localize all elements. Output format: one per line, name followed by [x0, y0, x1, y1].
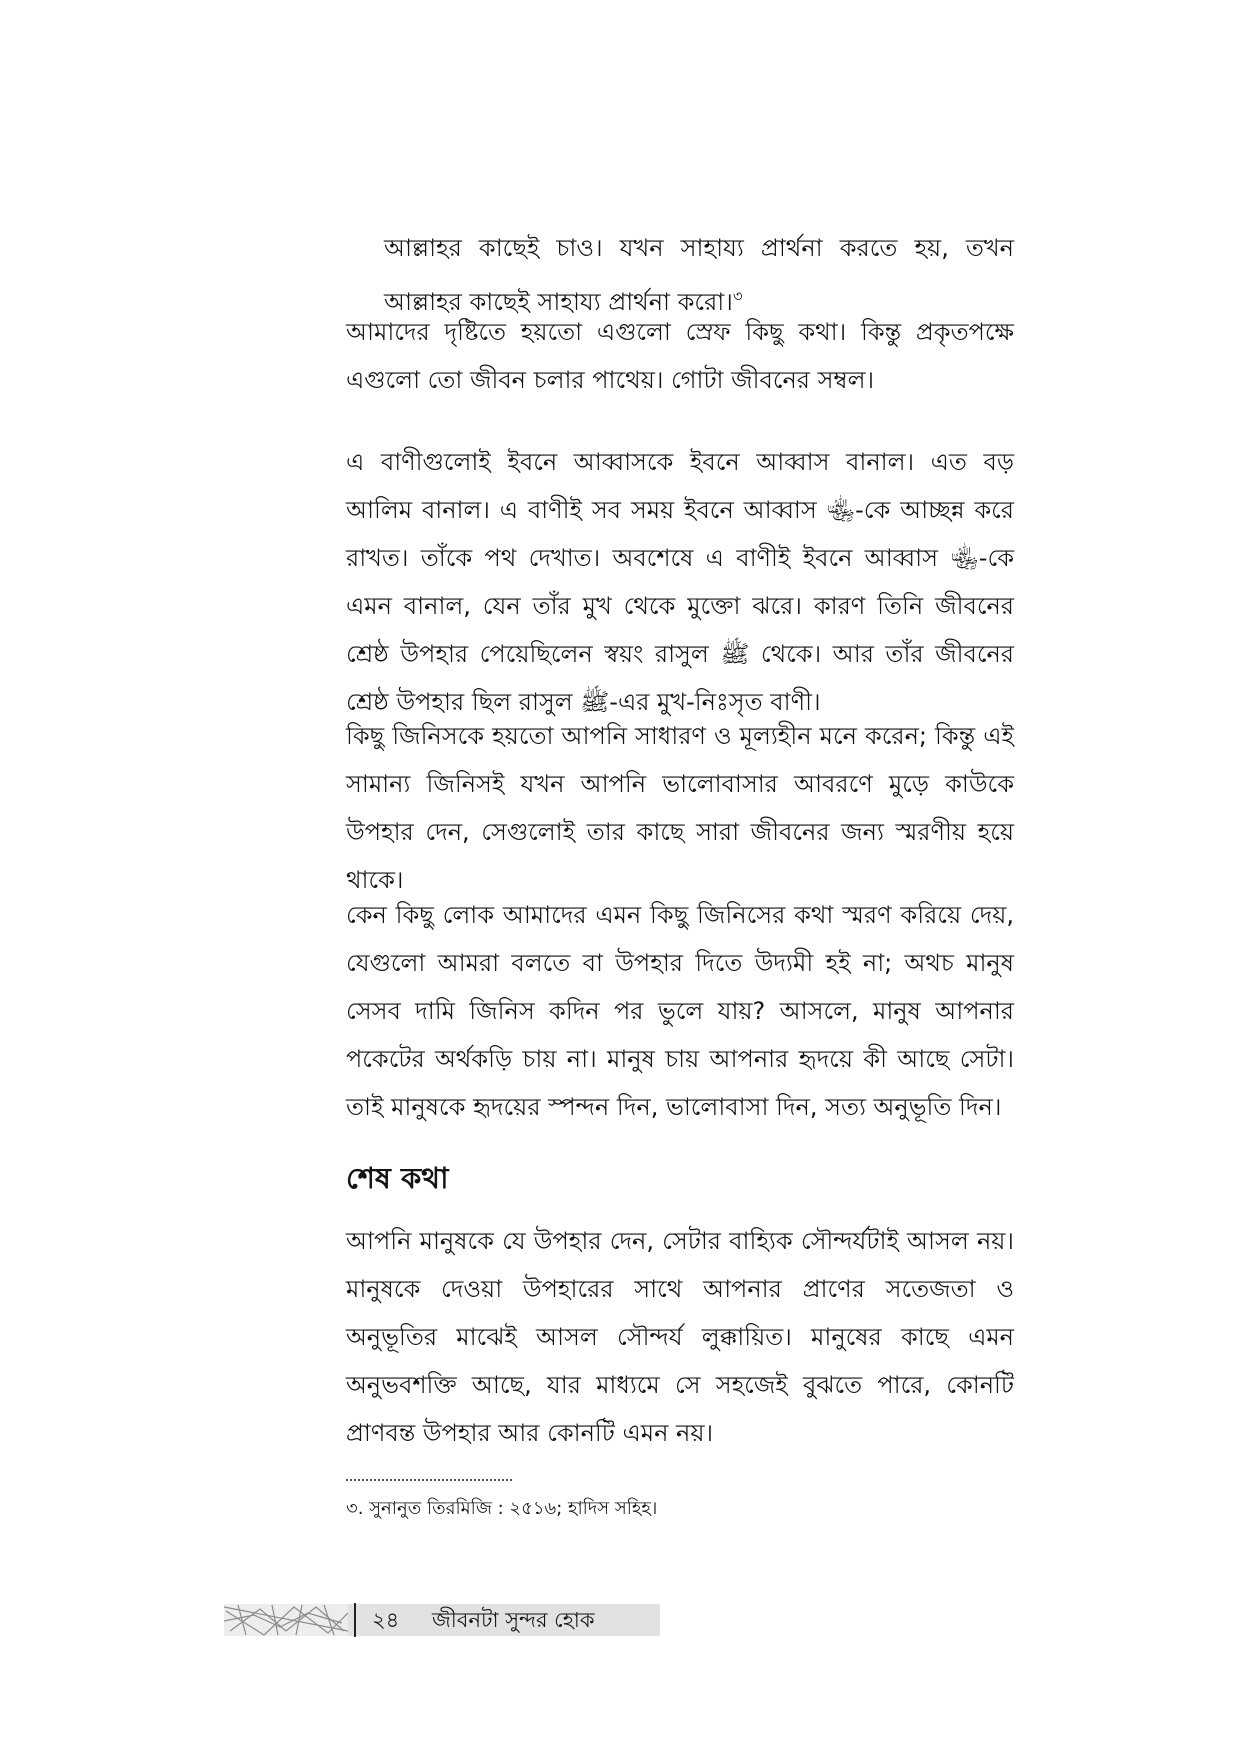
- paragraph-3: কিছু জিনিসকে হয়তো আপনি সাধারণ ও মূল্যহীন মনে করেন; কিন্তু এই সামান্য জিনিসই যখন আপনি ভালোবাসার আবরণে মুড়ে কাউকে উপহার দেন, সেগুলোই তার কাছে সারা জীবনের জন্য স্মরণীয় হয়ে থাকে।: [346, 722, 1014, 894]
- page-number: ২৪: [372, 1608, 400, 1632]
- section-paragraph: আপনি মানুষকে যে উপহার দেন, সেটার বাহ্যিক সৌন্দর্যটাই আসল নয়। মানুষকে দেওয়া উপহারের সাথে আপনার প্রাণের সতেজতা ও অনুভূতির মাঝেই আসল সৌন্দর্য লুক্কায়িত। মানুষের কাছে এমন অনুভবশক্তি আছে, যার মাধ্যমে সে সহজেই বুঝতে পারে, কোনটি প্রাণবন্ত উপহার আর কোনটি এমন নয়।: [346, 1227, 1014, 1447]
- section-heading: শেষ কথা: [346, 1161, 449, 1195]
- page-footer: [224, 1601, 660, 1637]
- footnote-text: ৩. সুনানুত তিরমিজি : ২৫১৬; হাদিস সহিহ।: [346, 1498, 658, 1519]
- footnote-divider: [346, 1479, 512, 1481]
- paragraph-2: এ বাণীগুলোই ইবনে আব্বাসকে ইবনে আব্বাস বানাল। এত বড় আলিম বানাল। এ বাণীই সব সময় ইবনে আব্বাস ﵄-কে আচ্ছন্ন করে রাখত। তাঁকে পথ দেখাত। অবশেষে এ বাণীই ইবনে আব্বাস ﵄-কে এমন বানাল, যেন তাঁর মুখ থেকে মুক্তো ঝরে। কারণ তিনি জীবনের শ্রেষ্ঠ উপহার পেয়েছিলেন স্বয়ং রাসুল ﷺ থেকে। আর তাঁর জীবনের শ্রেষ্ঠ উপহার ছিল রাসুল ﷺ-এর মুখ-নিঃসৃত বাণী।: [346, 448, 1015, 716]
- footer-divider: [354, 1603, 356, 1637]
- paragraph-4: কেন কিছু লোক আমাদের এমন কিছু জিনিসের কথা স্মরণ করিয়ে দেয়, যেগুলো আমরা বলতে বা উপহার দিতে উদ্যমী হই না; অথচ মানুষ সেসব দামি জিনিস কদিন পর ভুলে যায়? আসলে, মানুষ আপনার পকেটের অর্থকড়ি চায় না। মানুষ চায় আপনার হৃদয়ে কী আছে সেটা। তাই মানুষকে হৃদয়ের স্পন্দন দিন, ভালোবাসা দিন, সত্য অনুভূতি দিন।: [346, 901, 1014, 1121]
- footnote-reference: ৩: [732, 287, 743, 305]
- footer-ornament-icon: [224, 1601, 348, 1637]
- quote-text: আল্লাহর কাছেই চাও। যখন সাহায্য প্রার্থনা করতে হয়, তখন আল্লাহর কাছেই সাহায্য প্রার্থনা করো।: [384, 234, 1014, 316]
- running-title: জীবনটা সুন্দর হোক: [432, 1608, 595, 1632]
- paragraph-1: আমাদের দৃষ্টিতে হয়তো এগুলো স্রেফ কিছু কথা। কিন্তু প্রকৃতপক্ষে এগুলো তো জীবন চলার পাথেয়। গোটা জীবনের সম্বল।: [346, 318, 1014, 394]
